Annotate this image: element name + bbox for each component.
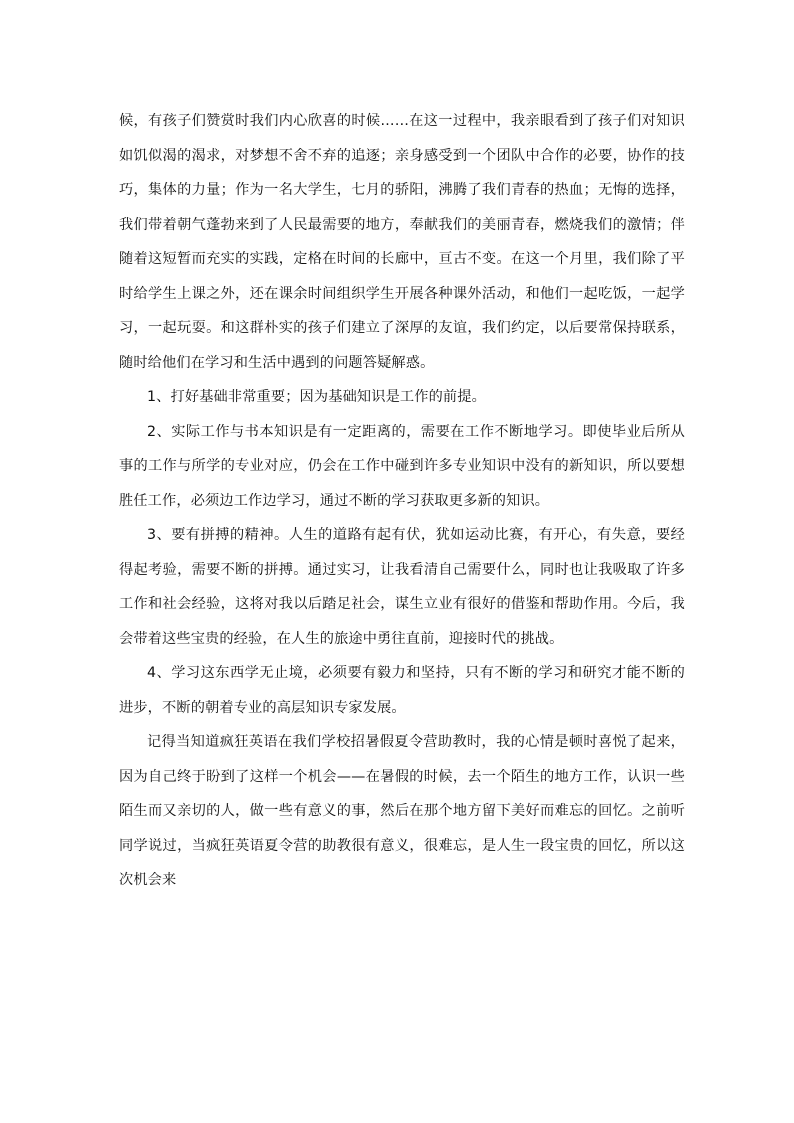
paragraph-continuation: 候，有孩子们赞赏时我们内心欣喜的时候……在这一过程中，我亲眼看到了孩子们对知识如饥似渴的渴求，对梦想不舍不弃的追逐；亲身感受到一个团队中合作的必要，协作的技巧，集体的力量；作为一名大学生，七月的骄阳，沸腾了我们青春的热血；无悔的选择，我们带着朝气蓬勃来到了人民最需要的地方，奉献我们的美丽青春，燃烧我们的激情；伴随着这短暂而充实的实践，定格在时间的长廊中，亘古不变。在这一个月里，我们除了平时给学生上课之外，还在课余时间组织学生开展各种课外活动，和他们一起吃饭，一起学习，一起玩耍。和这群朴实的孩子们建立了深厚的友谊，我们约定，以后要常保持联系，随时给他们在学习和生活中遇到的问题答疑解惑。	[119, 113, 685, 371]
document-body	[119, 104, 685, 898]
paragraph-summer-camp: 记得当知道疯狂英语在我们学校招暑假夏令营助教时，我的心情是顿时喜悦了起来，因为自己终于盼到了这样一个机会——在暑假的时候，去一个陌生的地方工作，认识一些陌生而又亲切的人，做一些有意义的事，然后在那个地方留下美好而难忘的回忆。之前听同学说过，当疯狂英语夏令营的助教很有意义，很难忘，是人生一段宝贵的回忆，所以这次机会来	[119, 734, 685, 888]
paragraph-point-2: 2、实际工作与书本知识是有一定距离的，需要在工作不断地学习。即使毕业后所从事的工作与所学的专业对应，仍会在工作中碰到许多专业知识中没有的新知识，所以要想胜任工作，必须边工作边学习，通过不断的学习获取更多新的知识。	[119, 423, 685, 509]
paragraph-point-3: 3、要有拼搏的精神。人生的道路有起有伏，犹如运动比赛，有开心，有失意，要经得起考验，需要不断的拼搏。通过实习，让我看清自己需要什么，同时也让我吸取了许多工作和社会经验，这将对我以后踏足社会，谋生立业有很好的借鉴和帮助作用。今后，我会带着这些宝贵的经验，在人生的旅途中勇往直前，迎接时代的挑战。	[119, 527, 685, 647]
paragraph-point-4: 4、学习这东西学无止境，必须要有毅力和坚持，只有不断的学习和研究才能不断的进步，不断的朝着专业的高层知识专家发展。	[119, 665, 685, 716]
paragraph-point-1: 1、打好基础非常重要；因为基础知识是工作的前提。	[147, 389, 486, 405]
